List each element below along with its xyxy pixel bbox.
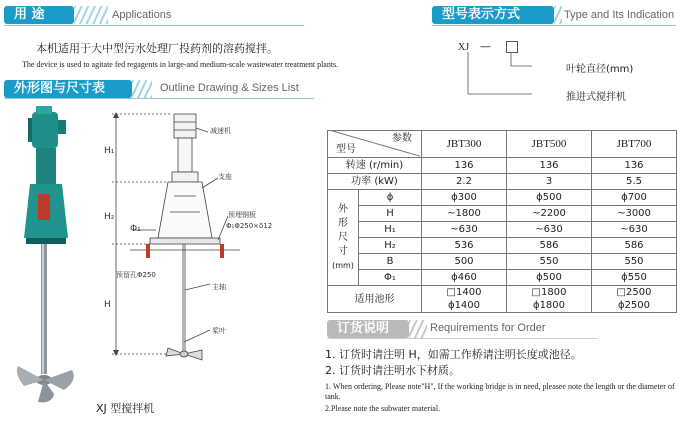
- type-label-diameter: 叶轮直径(mm): [566, 64, 634, 75]
- order-title-cn: 订货说明: [337, 321, 390, 336]
- spec-cell: 536: [422, 238, 507, 254]
- spec-header-model: 型号: [336, 144, 356, 155]
- label-plate-dim: Φ₁Φ250×δ12: [226, 222, 273, 230]
- spec-cell: ~630: [507, 222, 592, 238]
- drawing-caption: XJ 型搅拌机: [96, 402, 155, 415]
- applications-desc-cn: 本机适用于大中型污水处理厂投药剂的溶药搅拌。: [36, 42, 278, 55]
- order-title-en: Requirements for Order: [430, 322, 546, 334]
- outline-banner: [4, 80, 132, 98]
- outline-title-cn: 外形图与尺寸表: [14, 81, 106, 96]
- spec-cell: 136: [422, 158, 507, 174]
- order-banner: [327, 320, 409, 338]
- spec-dim-unit: (mm): [332, 260, 354, 270]
- type-code: XJ: [458, 42, 470, 53]
- spec-dim-label: H₁: [359, 222, 422, 238]
- motor-body: [32, 112, 58, 148]
- mixer-photo: [8, 104, 104, 404]
- spec-cell: ~630: [592, 222, 677, 238]
- applications-title-en: Applications: [112, 9, 172, 21]
- spec-cell: ϕ700: [592, 190, 677, 206]
- order-stripe: [409, 320, 427, 338]
- label-plate: 预埋钢板: [228, 211, 256, 219]
- applications-stripe: [74, 6, 108, 24]
- spec-cell-tank: [592, 286, 677, 313]
- label-shaft: 主轴: [212, 283, 226, 291]
- tank-round: ϕ1400: [447, 300, 481, 311]
- spec-row-label: 转速 (r/min): [328, 158, 422, 174]
- type-connector-lines: [460, 52, 540, 102]
- type-title-cn: 型号表示方式: [442, 7, 521, 22]
- spec-header-row: [328, 131, 677, 158]
- order-line2-cn: 2. 订货时请注明水下材质。: [325, 364, 460, 377]
- tank-square: □2500: [616, 287, 652, 298]
- label-h1: H₁: [104, 146, 115, 156]
- spec-cell: ϕ550: [592, 270, 677, 286]
- type-label-type: 推进式搅拌机: [566, 92, 626, 103]
- spec-cell: ϕ500: [507, 190, 592, 206]
- label-impeller: 桨叶: [212, 327, 226, 335]
- spec-dim-label: ϕ: [359, 190, 422, 206]
- label-support: 支座: [218, 173, 232, 181]
- spec-model-col: JBT300: [422, 131, 507, 158]
- type-title-en: Type and Its Indication: [564, 9, 675, 21]
- spec-dim-row: [328, 190, 677, 206]
- type-stripe: [554, 6, 562, 24]
- spec-dim-label: H₂: [359, 238, 422, 254]
- label-motor: 减速机: [210, 127, 231, 135]
- spec-dim-group-label: 外形尺寸: [338, 203, 348, 257]
- outline-title-en: Outline Drawing & Sizes List: [160, 82, 299, 94]
- spec-cell-tank: [507, 286, 592, 313]
- tank-square: □1800: [531, 287, 567, 298]
- spec-dim-label: Φ₁: [359, 270, 422, 286]
- order-line2-en: 2.Please note the subwater material.: [325, 404, 441, 413]
- outline-stripe: [132, 80, 152, 98]
- label-phi1: Φ₁: [130, 224, 141, 234]
- spec-cell: 3: [507, 174, 592, 190]
- applications-banner: [4, 6, 74, 24]
- spec-row-label: 功率 (kW): [328, 174, 422, 190]
- spec-cell: 550: [592, 254, 677, 270]
- label-h2: H₂: [104, 212, 115, 222]
- warning-label: [38, 194, 50, 220]
- spec-cell: ϕ460: [422, 270, 507, 286]
- applications-underline: [4, 25, 304, 26]
- spec-cell: 550: [507, 254, 592, 270]
- spec-cell: 2.2: [422, 174, 507, 190]
- spec-cell: 500: [422, 254, 507, 270]
- outline-drawing: [100, 104, 300, 394]
- spec-cell: ~3000: [592, 206, 677, 222]
- spec-table: [327, 130, 677, 313]
- applications-desc-en: The device is used to agitate fed regagents in large-and medium-scale wastewater treatment plants.: [22, 60, 339, 69]
- spec-cell: ϕ300: [422, 190, 507, 206]
- spec-cell: 586: [592, 238, 677, 254]
- spec-dim-row: [328, 206, 677, 222]
- spec-cell: 136: [592, 158, 677, 174]
- spec-dim-label: H: [359, 206, 422, 222]
- type-underline: [432, 25, 676, 26]
- spec-row-speed: [328, 158, 677, 174]
- spec-header-param: 参数: [392, 133, 412, 144]
- applications-title-cn: 用 途: [14, 7, 45, 22]
- outline-underline: [4, 98, 314, 99]
- spec-dim-row: [328, 270, 677, 286]
- spec-cell: ~1800: [422, 206, 507, 222]
- spec-cell: 5.5: [592, 174, 677, 190]
- spec-row-tank: [328, 286, 677, 313]
- spec-dim-row: [328, 222, 677, 238]
- spec-cell: ~2200: [507, 206, 592, 222]
- type-banner: [432, 6, 554, 24]
- spec-cell-tank: [422, 286, 507, 313]
- spec-header-corner: [328, 131, 422, 158]
- spec-model-col: JBT700: [592, 131, 677, 158]
- spec-row-power: [328, 174, 677, 190]
- label-h: H: [104, 300, 111, 310]
- spec-dim-row: [328, 254, 677, 270]
- spec-tank-label: 适用池形: [328, 286, 422, 313]
- tank-square: □1400: [446, 287, 482, 298]
- spec-cell: ϕ500: [507, 270, 592, 286]
- order-line1-en: 1. When ordering, Please note"H", If the working bridge is in need, pleasee note the length or the diameter of tank.: [325, 382, 675, 401]
- tank-round: ϕ2500: [617, 300, 651, 311]
- order-line1-cn: 1. 订货时请注明 H，如需工作桥请注明长度或池径。: [325, 348, 582, 361]
- label-hole: 预留孔Φ250: [116, 271, 156, 279]
- order-underline: [327, 338, 597, 339]
- type-dash: —: [480, 40, 491, 53]
- spec-dim-group: [328, 190, 359, 286]
- tank-round: ϕ1800: [532, 300, 566, 311]
- spec-dim-row: [328, 238, 677, 254]
- spec-model-col: JBT500: [507, 131, 592, 158]
- spec-cell: ~630: [422, 222, 507, 238]
- spec-dim-label: B: [359, 254, 422, 270]
- spec-cell: 586: [507, 238, 592, 254]
- spec-cell: 136: [507, 158, 592, 174]
